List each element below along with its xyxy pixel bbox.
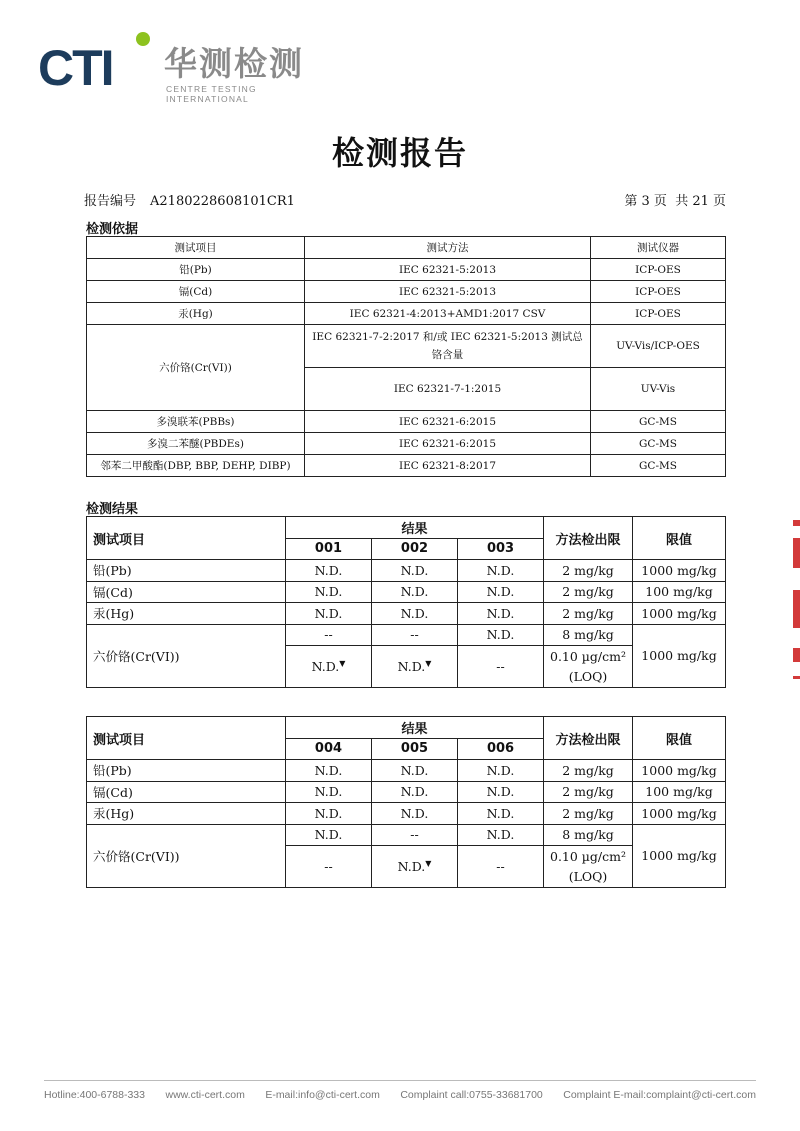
test-item: 多溴联苯(PBBs) — [87, 411, 305, 433]
result-value: N.D. — [286, 803, 372, 825]
result-limit: 1000 mg/kg — [633, 560, 726, 582]
footer-email: E-mail:info@cti-cert.com — [265, 1089, 380, 1101]
stamp-fragment — [793, 520, 800, 680]
table-row — [87, 303, 726, 325]
loq-label: (LOQ) — [568, 868, 608, 884]
result-item: 汞(Hg) — [87, 803, 286, 825]
basis-section-label: 检测依据 — [86, 222, 139, 237]
col-mdl-header: 方法检出限 — [544, 717, 633, 760]
result-value: N.D. — [372, 781, 458, 803]
col-limit-header: 限值 — [633, 717, 726, 760]
result-item: 镉(Cd) — [87, 781, 286, 803]
result-mdl: 2 mg/kg — [544, 760, 633, 782]
result-value: N.D. — [458, 760, 544, 782]
test-instrument: ICP-OES — [591, 303, 726, 325]
result-mdl: 2 mg/kg — [544, 603, 633, 625]
result-value-cell — [286, 846, 372, 888]
result-limit: 1000 mg/kg — [633, 760, 726, 782]
result-value: N.D. — [458, 824, 544, 846]
results-section-label: 检测结果 — [86, 502, 139, 517]
result-mdl: 0.10 µg/cm² — [550, 848, 627, 864]
test-item: 镉(Cd) — [87, 281, 305, 303]
result-item: 汞(Hg) — [87, 603, 286, 625]
result-value: -- — [372, 624, 458, 646]
result-value: -- — [324, 859, 333, 875]
sample-id: 006 — [458, 738, 544, 760]
test-item: 汞(Hg) — [87, 303, 305, 325]
results-header-row — [87, 717, 726, 739]
test-item: 铅(Pb) — [87, 259, 305, 281]
document-title: 检测报告 — [331, 134, 468, 172]
result-item: 铅(Pb) — [87, 760, 286, 782]
result-value: N.D. — [286, 781, 372, 803]
results-table-2 — [86, 716, 726, 888]
test-method: IEC 62321-7-1:2015 — [305, 368, 591, 411]
test-method: IEC 62321-5:2013 — [305, 281, 591, 303]
table-row — [87, 411, 726, 433]
header-cell: 测试项目 — [87, 237, 305, 259]
result-item: 铅(Pb) — [87, 560, 286, 582]
result-limit: 1000 mg/kg — [633, 824, 726, 888]
result-value: N.D. — [458, 624, 544, 646]
test-item: 邻苯二甲酸酯(DBP, BBP, DEHP, DIBP) — [87, 455, 305, 477]
col-result-header: 结果 — [286, 717, 544, 739]
sample-id: 003 — [458, 538, 544, 560]
result-value: N.D. — [286, 760, 372, 782]
table-row — [87, 781, 726, 803]
footer-divider — [44, 1080, 756, 1081]
table-row — [87, 281, 726, 303]
table-row — [87, 824, 726, 846]
logo-en: CENTRE TESTING INTERNATIONAL — [166, 84, 257, 104]
table-row — [87, 624, 726, 646]
result-value: N.D. — [286, 603, 372, 625]
report-number-label: 报告编号 — [84, 194, 137, 209]
result-item: 镉(Cd) — [87, 581, 286, 603]
logo-cn: 华测检测 — [164, 44, 304, 83]
result-mdl: 0.10 µg/cm² — [550, 648, 627, 664]
triangle-mark-icon: ▼ — [425, 658, 432, 668]
test-method: IEC 62321-7-2:2017 和/或 IEC 62321-5:2013 测试总铬含量 — [305, 325, 591, 368]
result-value: -- — [286, 624, 372, 646]
result-limit: 1000 mg/kg — [633, 803, 726, 825]
table-row — [87, 325, 726, 368]
result-value: N.D. — [286, 824, 372, 846]
company-logo — [38, 30, 338, 104]
test-instrument: UV-Vis — [591, 368, 726, 411]
result-mdl: 8 mg/kg — [544, 624, 633, 646]
sample-id: 002 — [372, 538, 458, 560]
result-value-cell — [372, 646, 458, 688]
result-value: -- — [496, 859, 505, 875]
result-value: N.D. — [458, 603, 544, 625]
loq-label: (LOQ) — [568, 668, 608, 684]
result-value: -- — [372, 824, 458, 846]
header-cell: 测试方法 — [305, 237, 591, 259]
footer-complaint-call: Complaint call:0755-33681700 — [400, 1089, 543, 1101]
sample-id: 004 — [286, 738, 372, 760]
results-table-1 — [86, 516, 726, 688]
triangle-mark-icon: ▼ — [425, 858, 432, 868]
page-indicator: 第 3 页 共 21 页 — [624, 194, 726, 209]
result-value: N.D. — [458, 581, 544, 603]
result-value: N.D. — [458, 560, 544, 582]
result-value: N.D. — [286, 560, 372, 582]
result-value: N.D. — [458, 803, 544, 825]
result-mdl: 2 mg/kg — [544, 781, 633, 803]
result-value: N.D. — [397, 659, 426, 675]
table-row — [87, 560, 726, 582]
result-value: N.D. — [458, 781, 544, 803]
result-mdl: 2 mg/kg — [544, 581, 633, 603]
test-item: 多溴二苯醚(PBDEs) — [87, 433, 305, 455]
test-instrument: UV-Vis/ICP-OES — [591, 325, 726, 368]
result-mdl: 2 mg/kg — [544, 560, 633, 582]
test-instrument: ICP-OES — [591, 281, 726, 303]
basis-table — [86, 236, 726, 477]
footer-website: www.cti-cert.com — [165, 1089, 245, 1101]
table-row — [87, 760, 726, 782]
logo-dot — [136, 32, 150, 46]
result-limit: 1000 mg/kg — [633, 624, 726, 688]
footer-complaint-email: Complaint E-mail:complaint@cti-cert.com — [563, 1089, 756, 1101]
test-method: IEC 62321-6:2015 — [305, 411, 591, 433]
result-value: N.D. — [286, 581, 372, 603]
table-row — [87, 581, 726, 603]
test-method: IEC 62321-8:2017 — [305, 455, 591, 477]
result-item: 六价铬(Cr(VI)) — [87, 624, 286, 688]
result-limit: 100 mg/kg — [633, 581, 726, 603]
test-instrument: ICP-OES — [591, 259, 726, 281]
test-method: IEC 62321-5:2013 — [305, 259, 591, 281]
test-item: 六价铬(Cr(VI)) — [87, 325, 305, 411]
table-header-row — [87, 237, 726, 259]
header-cell: 测试仪器 — [591, 237, 726, 259]
result-value: N.D. — [372, 581, 458, 603]
col-item-header: 测试项目 — [87, 717, 286, 760]
result-value: N.D. — [311, 659, 340, 675]
test-method: IEC 62321-6:2015 — [305, 433, 591, 455]
result-value-cell — [286, 646, 372, 688]
test-instrument: GC-MS — [591, 411, 726, 433]
logo-mark: CTI — [38, 40, 113, 96]
triangle-mark-icon: ▼ — [339, 658, 346, 668]
col-limit-header: 限值 — [633, 517, 726, 560]
table-row — [87, 603, 726, 625]
result-value-cell — [458, 846, 544, 888]
result-limit: 1000 mg/kg — [633, 603, 726, 625]
result-value: N.D. — [397, 859, 426, 875]
result-mdl: 2 mg/kg — [544, 803, 633, 825]
result-mdl-cell — [544, 646, 633, 688]
table-row — [87, 433, 726, 455]
table-row — [87, 455, 726, 477]
report-number-row — [84, 190, 309, 209]
result-item: 六价铬(Cr(VI)) — [87, 824, 286, 888]
result-value: N.D. — [372, 760, 458, 782]
result-value: N.D. — [372, 603, 458, 625]
footer-hotline: Hotline:400-6788-333 — [44, 1089, 145, 1101]
sample-id: 001 — [286, 538, 372, 560]
result-limit: 100 mg/kg — [633, 781, 726, 803]
table-row — [87, 803, 726, 825]
col-result-header: 结果 — [286, 517, 544, 539]
results-header-row — [87, 517, 726, 539]
table-row — [87, 259, 726, 281]
col-mdl-header: 方法检出限 — [544, 517, 633, 560]
result-value: -- — [496, 659, 505, 675]
result-value-cell — [458, 646, 544, 688]
result-mdl: 8 mg/kg — [544, 824, 633, 846]
col-item-header: 测试项目 — [87, 517, 286, 560]
result-value: N.D. — [372, 803, 458, 825]
test-instrument: GC-MS — [591, 433, 726, 455]
test-method: IEC 62321-4:2013+AMD1:2017 CSV — [305, 303, 591, 325]
result-mdl-cell — [544, 846, 633, 888]
test-instrument: GC-MS — [591, 455, 726, 477]
sample-id: 005 — [372, 738, 458, 760]
result-value-cell — [372, 846, 458, 888]
footer — [44, 1089, 756, 1101]
result-value: N.D. — [372, 560, 458, 582]
report-number: A2180228608101CR1 — [150, 194, 295, 209]
